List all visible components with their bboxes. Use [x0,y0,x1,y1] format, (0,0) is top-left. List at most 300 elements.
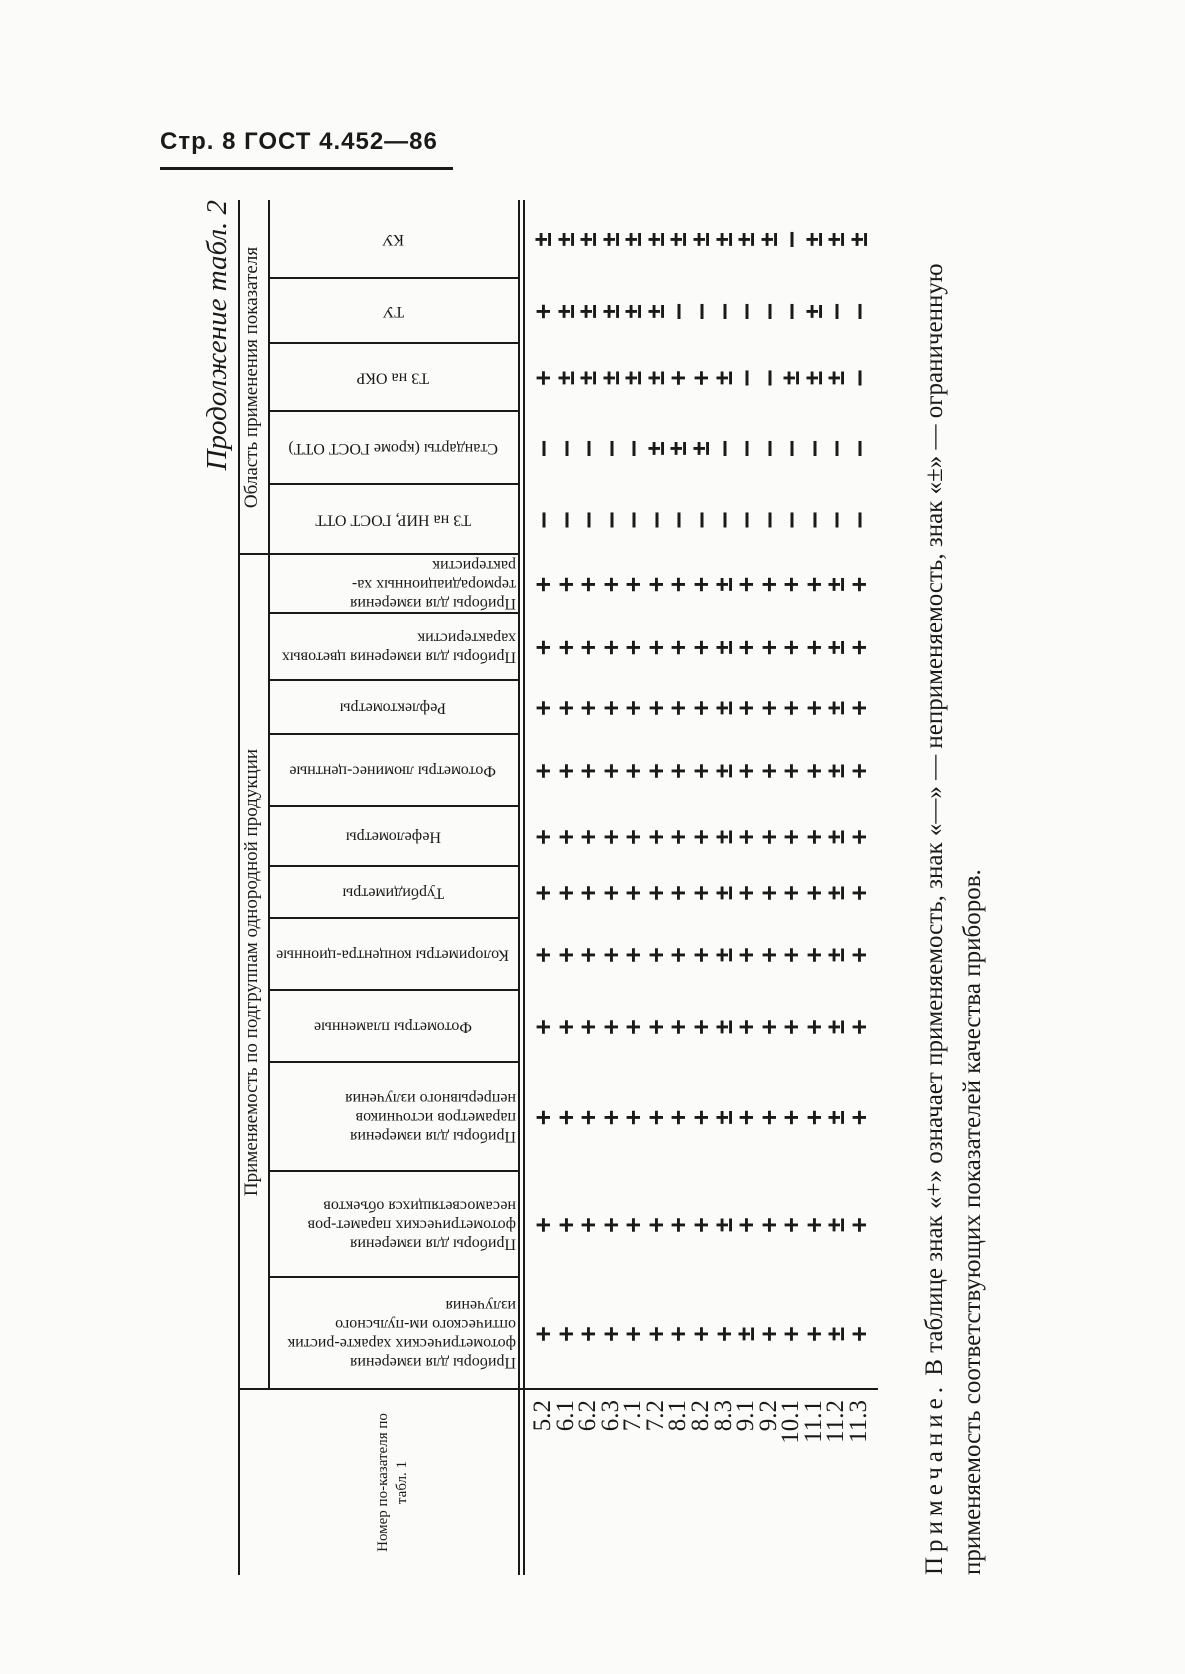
table-cell: + [776,763,806,779]
table-cell: — [753,440,783,457]
table-cell: + [550,885,580,901]
table-cell: ± [731,1326,761,1342]
column-header-text: Приборы для измерения цветовых характеристик [281,629,516,666]
table-cell: + [573,1019,603,1035]
table-cell: + [731,947,761,963]
table-cell: + [798,639,828,656]
table-cell: + [685,1109,715,1126]
group-header-applicability: Применяемость по подгруппам однородной продукции [241,748,262,1197]
table-cell: + [731,1109,761,1126]
table-cell: + [595,576,625,593]
column-header [268,614,518,681]
table-cell: + [753,639,783,656]
table-cell: — [731,440,761,457]
table-cell: + [798,1109,828,1126]
table-cell: ± [731,231,761,248]
table-cell: + [573,885,603,901]
column-cells [526,412,876,485]
column-cells [526,555,876,614]
table-cell: ± [821,885,851,901]
table-cell: + [528,1326,557,1342]
table-cell: + [685,763,715,779]
table-cell: ± [550,231,580,248]
table-cell: ± [753,231,783,248]
table-cell: + [843,947,873,963]
table-cell: — [843,303,873,320]
table-cell: + [618,763,648,779]
table-cell: + [640,1109,670,1126]
column-header-text: Стандарты (кроме ГОСТ ОТТ) [288,440,498,457]
table-cell: + [685,370,715,386]
table-cell: ± [640,370,670,386]
group-header-area: Область применения показателя [241,246,262,509]
table-cell: + [753,700,783,716]
table-cell: + [798,700,828,716]
table-cell: ± [708,1217,738,1233]
column-header-text: Приборы для измерения параметров источников непрерывного излучения [345,1090,516,1145]
table-cell: + [595,1019,625,1035]
column-cells [526,807,876,867]
table-cell: ± [573,231,603,248]
table-cell: + [573,947,603,963]
table-cell: + [618,1217,648,1233]
table-cell: + [776,1019,806,1035]
table-cell: — [663,512,693,528]
column-header-text: ТУ [382,303,404,320]
column-header [268,735,518,807]
column-header-text: Приборы для измерения фотометрических характе-ристик оптического им-пульсного излучения [287,1297,516,1371]
table-cell: + [595,763,625,779]
table-cell: + [685,1326,715,1342]
table-cell: + [663,829,693,845]
table-cell: + [753,1326,783,1342]
table-cell: — [731,303,761,320]
table-cell: + [798,763,828,779]
column-header [268,344,518,412]
column-cells [526,344,876,412]
table-cell: + [708,1326,738,1342]
table-cell: + [843,1019,873,1035]
table-cell: — [776,512,806,528]
table-cell: + [685,700,715,716]
table-cell: + [776,829,806,845]
table-cell: ± [821,231,851,248]
column-cells [526,279,876,344]
table-cell: + [753,947,783,963]
table-cell: + [640,576,670,593]
table-cell: + [550,947,580,963]
table-cell: + [573,1326,603,1342]
table-cell: ± [798,303,828,320]
table-cell: ± [618,370,648,386]
table-cell: + [550,639,580,656]
table-cell: + [550,1109,580,1126]
table-cell: ± [821,700,851,716]
table-cell: + [731,639,761,656]
column-cells [526,867,876,919]
table-cell: + [685,639,715,656]
table-cell: + [843,639,873,656]
column-header-text: ТЗ на ОКР [356,369,430,387]
table-cell: ± [708,1109,738,1126]
table-cell: ± [708,576,738,593]
table-cell: ± [573,303,603,320]
table-cell: — [731,512,761,528]
table-cell: + [753,576,783,593]
table-cell: + [776,947,806,963]
table-cell: ± [821,576,851,593]
column-cells [526,1278,876,1390]
column-header-text: Рефлектометры [339,699,447,717]
table-cell: — [573,512,603,528]
row-label: 8.3 [709,1400,737,1432]
table-cell: ± [595,303,625,320]
table-cell: ± [821,947,851,963]
header-bottom-rule [518,200,520,1575]
table-cell: + [685,1217,715,1233]
table-cell: — [618,440,648,457]
table-cell: + [528,763,557,779]
row-label: 8.1 [664,1400,692,1432]
table-cell: ± [640,440,670,457]
table-cell: ± [776,370,806,386]
table-cell: + [663,1326,693,1342]
table-cell: + [776,1326,806,1342]
column-header [268,681,518,735]
table-cell: + [663,763,693,779]
table-cell: ± [821,1019,851,1035]
column-cells [526,614,876,681]
column-cells [526,735,876,807]
table-cell: ± [821,370,851,386]
table-cell: + [618,829,648,845]
table-cell: + [640,947,670,963]
table-cell: — [821,303,851,320]
table-cell: ± [708,700,738,716]
table-cell: — [753,303,783,320]
table-cell: + [595,947,625,963]
table-cell: + [618,639,648,656]
table-cell: + [528,1019,557,1035]
table-cell: + [595,639,625,656]
table-cell: + [618,576,648,593]
column-cells [526,991,876,1063]
table-cell: + [573,829,603,845]
column-header [268,412,518,485]
table-cell: + [528,639,557,656]
row-label: 8.2 [686,1400,714,1432]
table-cell: + [528,829,557,845]
table [196,200,1036,1575]
table-cell: ± [663,231,693,248]
table-cell: ± [708,639,738,656]
table-cell: — [708,303,738,320]
column-header [268,1063,518,1172]
table-cell: ± [663,440,693,457]
column-header [268,279,518,344]
column-header [268,919,518,991]
table-cell: — [550,440,580,457]
table-cell: ± [843,231,873,248]
column-header-text: Фотометры люминес-центные [289,762,497,780]
table-cell: + [573,1109,603,1126]
table-cell: + [528,1217,557,1233]
table-cell: — [528,512,557,528]
row-label: 9.1 [732,1400,760,1432]
table-cell: + [776,576,806,593]
column-header-text: ТЗ на НИР, ГОСТ ОТТ [315,511,471,529]
table-cell: + [528,576,557,593]
table-cell: + [528,700,557,716]
table-cell: + [685,1019,715,1035]
note-lead: Примечание. [921,1381,948,1575]
table-cell: + [798,1217,828,1233]
table-cell: ± [708,1019,738,1035]
column-header [268,867,518,919]
table-cell: + [753,1019,783,1035]
table-cell: ± [550,370,580,386]
table-cell: ± [618,231,648,248]
table-cell: + [663,370,693,386]
table-cell: + [798,1326,828,1342]
table-cell: + [595,885,625,901]
table-cell: + [731,700,761,716]
table-cell: + [798,947,828,963]
column-cells [526,681,876,735]
column-header [268,1172,518,1278]
row-label: 11.3 [844,1400,872,1443]
table-cell: + [798,576,828,593]
column-cells [526,919,876,991]
table-cell: — [798,512,828,528]
table-cell: + [843,1109,873,1126]
row-label: 9.2 [754,1400,782,1432]
column-header-text: Нефелометры [345,828,441,846]
table-cell: + [753,829,783,845]
table-cell: + [618,885,648,901]
table-cell: ± [821,1326,851,1342]
table-cell: + [663,947,693,963]
table-cell: — [640,512,670,528]
table-cell: — [595,512,625,528]
table-cell: ± [821,1217,851,1233]
table-cell: ± [595,231,625,248]
row-label: 6.3 [596,1400,624,1432]
table-cell: + [595,1109,625,1126]
table-cell: ± [821,829,851,845]
table-cell: + [595,1326,625,1342]
row-label: 7.1 [619,1400,647,1432]
table-cell: + [573,639,603,656]
table-cell: — [843,512,873,528]
table-cell: + [731,1019,761,1035]
table-cell: + [550,763,580,779]
table-cell: + [640,1019,670,1035]
table-cell: — [573,440,603,457]
table-cell: + [528,370,557,386]
table-caption: Продолжение табл. 2 [201,200,233,471]
table-cell: + [843,885,873,901]
table-cell: + [640,700,670,716]
table-cell: ± [708,947,738,963]
table-cell: + [798,885,828,901]
table-cell: + [550,576,580,593]
row-label: 11.1 [799,1400,827,1443]
table-cell: ± [640,231,670,248]
column-header-text: Колориметры концентра-ционные [276,946,510,964]
table-cell: + [573,576,603,593]
row-label: 10.1 [777,1400,805,1444]
table-cell: + [595,1217,625,1233]
table-cell: + [640,1326,670,1342]
table-cell: + [843,1217,873,1233]
rotated-table-page [196,200,1036,1575]
column-header [268,200,518,279]
table-cell: + [550,829,580,845]
table-cell: — [821,440,851,457]
table-cell: ± [573,370,603,386]
column-header [268,991,518,1063]
table-cell: ± [595,370,625,386]
row-labels [526,1390,876,1480]
table-cell: ± [708,370,738,386]
table-cell: + [685,576,715,593]
table-cell: ± [708,829,738,845]
table-cell: + [731,885,761,901]
table-cell: ± [640,303,670,320]
table-cell: + [731,829,761,845]
table-cell: + [753,1109,783,1126]
table-cell: + [573,1217,603,1233]
table-cell: + [753,763,783,779]
column-header [268,1278,518,1390]
table-cell: + [618,1326,648,1342]
table-cell: — [821,512,851,528]
table-cell: — [776,303,806,320]
table-cell: + [550,1326,580,1342]
table-cell: ± [821,1109,851,1126]
row-label: 7.2 [641,1400,669,1432]
table-cell: — [618,512,648,528]
table-cell: ± [685,440,715,457]
table-cell: — [798,440,828,457]
table-cell: + [640,639,670,656]
table-cell: + [640,885,670,901]
table-cell: + [798,829,828,845]
table-cell: + [843,700,873,716]
row-label: 6.1 [551,1400,579,1432]
table-cell: + [776,700,806,716]
table-cell: — [685,303,715,320]
column-header [268,807,518,867]
table-cell: + [753,885,783,901]
table-cell: — [843,440,873,457]
table-cell: — [550,512,580,528]
row-label: 6.2 [574,1400,602,1432]
column-cells [526,1063,876,1172]
table-cell: ± [618,303,648,320]
table-cell: + [528,1109,557,1126]
column-cells [526,1172,876,1278]
table-cell: + [663,576,693,593]
table-cell: + [550,1019,580,1035]
column-header [268,485,518,555]
column-header-text: Приборы для измерения термoрадиационных ха-рактеристик [350,557,516,612]
table-cell: — [731,370,761,386]
table-cell: — [595,440,625,457]
table-cell: + [843,829,873,845]
table-cell: + [776,639,806,656]
table-cell: + [618,947,648,963]
table-cell: — [753,512,783,528]
table-cell: + [663,1109,693,1126]
table-cell: ± [550,303,580,320]
table-cell: + [550,1217,580,1233]
table-cell: — [708,440,738,457]
table-note [916,200,992,1575]
note-text: В таблице знак «+» означает применяемость, знак «—» — неприменяемость, знак «±» — ограниченную применяемость соответствующих показателей качества приборов. [921,263,986,1575]
table-cell: + [843,576,873,593]
table-cell: ± [798,370,828,386]
table-cell: + [776,1217,806,1233]
column-header [268,555,518,614]
table-cell: + [528,947,557,963]
table-cell: + [685,885,715,901]
table-cell: + [663,639,693,656]
page-header: Стр. 8 ГОСТ 4.452—86 [160,128,438,155]
column-cells [526,485,876,555]
table-cell: + [573,763,603,779]
table-cell: + [640,1217,670,1233]
table-cell: ± [708,885,738,901]
table-cell: ± [821,639,851,656]
column-header-text: КУ [382,231,404,248]
table-cell: + [731,763,761,779]
table-cell: + [798,1019,828,1035]
table-cell: + [776,1109,806,1126]
column-header-text: Приборы для измерения фотометрических парамет-ров несамосветящихся объектов [307,1197,516,1253]
table-cell: — [708,512,738,528]
table-cell: — [843,370,873,386]
table-cell: — [776,231,806,248]
table-cell: + [618,1109,648,1126]
table-cell: ± [685,231,715,248]
table-cell: ± [708,763,738,779]
table-cell: + [573,700,603,716]
row-label: 5.2 [529,1400,556,1432]
table-cell: + [776,885,806,901]
row-label: 11.2 [822,1400,850,1443]
table-cell: — [528,440,557,457]
table-cell: — [663,303,693,320]
column-header-text: Фотометры пламенные [314,1018,472,1036]
table-cell: + [618,700,648,716]
table-cell: ± [798,231,828,248]
table-cell: + [663,1217,693,1233]
table-cell: — [753,370,783,386]
column-cells [526,200,876,279]
table-cell: + [685,947,715,963]
table-cell: + [843,1326,873,1342]
table-cell: + [528,885,557,901]
table-cell: + [663,1019,693,1035]
table-cell: + [843,763,873,779]
table-cell: ± [708,231,738,248]
table-cell: ± [528,231,557,248]
table-cell: + [731,1217,761,1233]
table-cell: + [595,700,625,716]
table-cell: + [731,576,761,593]
